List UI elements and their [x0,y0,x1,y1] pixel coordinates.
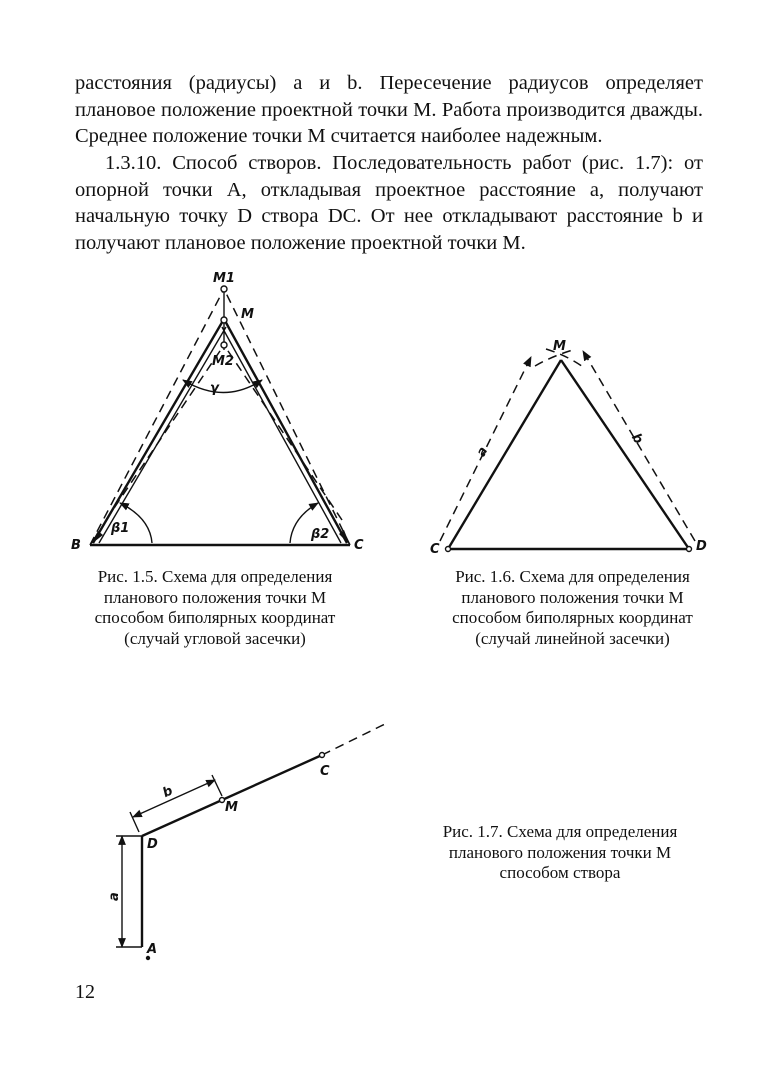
label-a-point: A [147,942,158,957]
dashed-b-m2 [106,345,224,520]
label-b: B [71,538,81,553]
page-number: 12 [75,981,95,1003]
point-m1 [221,286,227,292]
line-b-m [93,319,224,543]
arrow-tip-b [90,531,103,545]
point-m [220,798,225,803]
point-c [446,547,451,552]
figure-1-6 [420,330,720,560]
label-d: D [147,837,158,852]
label-m: M [225,800,238,815]
caption-figure-1-6: Рис. 1.6. Схема для определения планового положения точки M способом биполярных координат (случай линейной засечки) [452,567,693,648]
dim-tick-b-end [212,775,222,796]
label-m: M [241,307,254,322]
figure-1-7 [95,715,395,975]
point-c [320,753,325,758]
label-c: C [320,764,330,779]
label-c: C [354,538,364,553]
point-d [687,547,692,552]
label-b: b [628,430,646,447]
figure-1-5 [70,262,370,562]
label-a-dimension: a [107,892,122,901]
label-beta2: β2 [311,527,330,542]
label-gamma: γ [210,381,219,396]
label-m: M [553,339,566,354]
paragraph-radii: расстояния (радиусы) a и b. Пересечение радиусов определяет плановое положение проектной точки M. Работа производится дважды. Среднее положение точки M считается наиболее надежным. [75,72,703,147]
caption-figure-1-7: Рис. 1.7. Схема для определения планового положения точки M способом створа [442,822,678,882]
dashed-c-m1 [224,289,350,545]
line-b-m-offset [99,327,226,543]
dashed-b-m1 [90,289,224,545]
arc-gamma [183,380,262,393]
line-c-m [448,360,561,549]
label-d: D [696,539,707,554]
paragraph-alignment-method: 1.3.10. Способ створов. Последовательность работ (рис. 1.7): от опорной точки A, откладывая проектное расстояние a, получают начальную точку D створа DC. От нее откладывают расстояние b и получают плановое положение проектной точки M. [75,152,703,254]
point-m [221,317,227,323]
line-c-m-offset [222,327,341,543]
line-c-m [224,319,347,543]
label-m2: M2 [212,354,234,369]
line-d-m [561,360,689,549]
label-m1: M1 [213,271,235,286]
alignment-extension [322,723,387,755]
label-c: C [430,542,440,557]
dimension-b [133,780,215,817]
caption-figure-1-5: Рис. 1.5. Схема для определения планового положения точки M способом биполярных координат (случай угловой засечки) [94,567,336,648]
point-m2 [221,342,227,348]
dashed-c-m2 [224,345,342,520]
label-beta1: β1 [111,521,130,536]
label-b-dimension: b [160,783,176,801]
label-a: a [473,444,492,460]
dashed-radius-b [583,351,695,541]
